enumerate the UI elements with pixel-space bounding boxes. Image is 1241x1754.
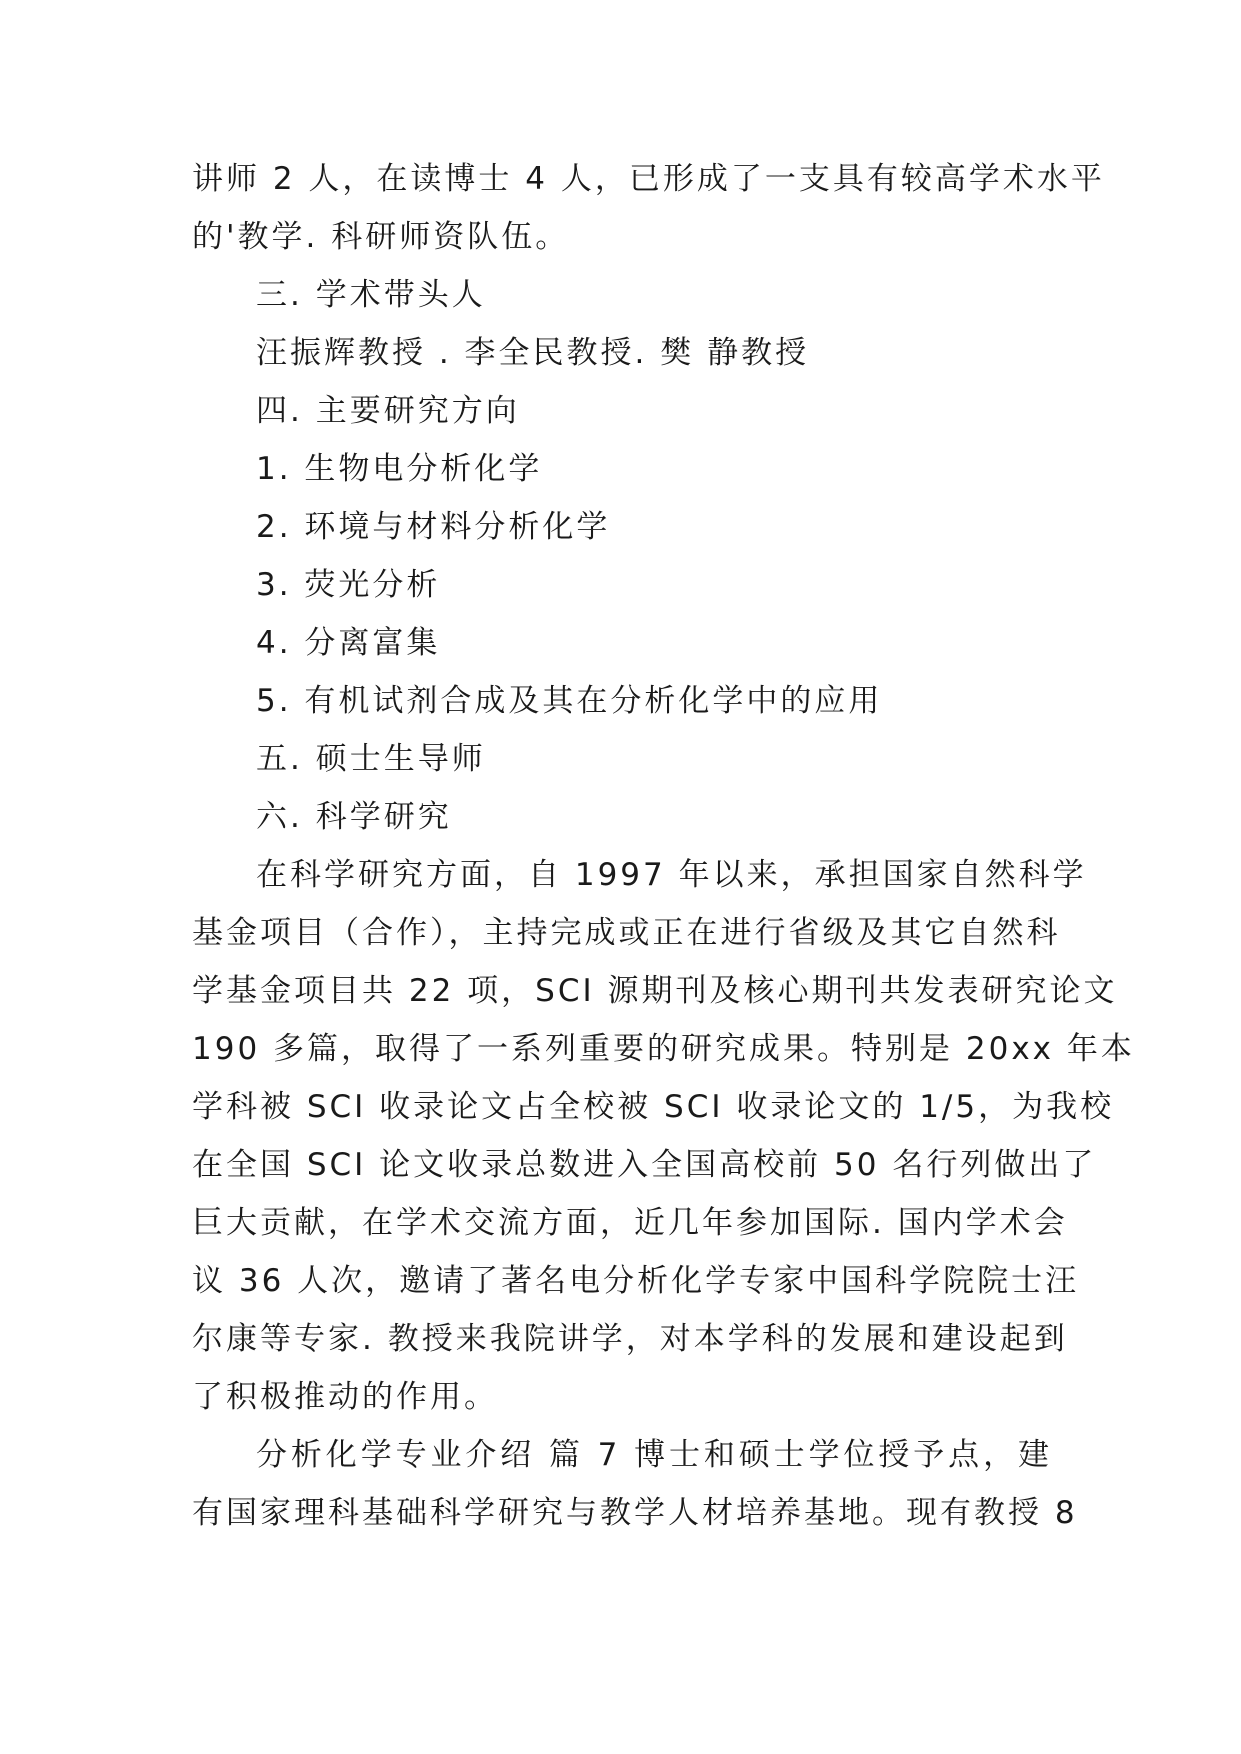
- research-paragraph-line-3: 学基金项目共 22 项，SCI 源期刊及核心期刊共发表研究论文: [192, 973, 1118, 1009]
- research-paragraph-line-10: 了积极推动的作用。: [192, 1379, 498, 1415]
- intro-line-1: 讲师 2 人，在读博士 4 人，已形成了一支具有较高学术水平: [192, 161, 1105, 197]
- research-paragraph-line-2: 基金项目（合作），主持完成或正在进行省级及其它自然科: [192, 915, 1061, 951]
- research-paragraph-line-7: 巨大贡献，在学术交流方面，近几年参加国际. 国内学术会: [192, 1205, 1068, 1241]
- research-paragraph-line-5: 学科被 SCI 收录论文占全校被 SCI 收录论文的 1/5，为我校: [192, 1089, 1115, 1125]
- section-three-body: 汪振辉教授 . 李全民教授. 樊 静教授: [256, 335, 810, 371]
- document-body: [192, 150, 1135, 1542]
- research-paragraph-line-9: 尔康等专家. 教授来我院讲学，对本学科的发展和建设起到: [192, 1321, 1068, 1357]
- article-paragraph-line-1: 分析化学专业介绍 篇 7 博士和硕士学位授予点，建: [256, 1437, 1052, 1473]
- article-paragraph-line-2: 有国家理科基础科学研究与教学人材培养基地。现有教授 8: [192, 1495, 1078, 1531]
- research-paragraph-line-6: 在全国 SCI 论文收录总数进入全国高校前 50 名行列做出了: [192, 1147, 1097, 1183]
- section-six-heading: 六. 科学研究: [256, 799, 452, 835]
- intro-line-2: 的'教学. 科研师资队伍。: [192, 219, 570, 255]
- research-direction-5: 5. 有机试剂合成及其在分析化学中的应用: [256, 683, 883, 719]
- section-three-heading: 三. 学术带头人: [256, 277, 486, 313]
- section-four-heading: 四. 主要研究方向: [256, 393, 520, 429]
- research-paragraph-line-1: 在科学研究方面，自 1997 年以来，承担国家自然科学: [256, 857, 1087, 893]
- research-direction-3: 3. 荧光分析: [256, 567, 441, 603]
- research-paragraph-line-8: 议 36 人次，邀请了著名电分析化学专家中国科学院院士汪: [192, 1263, 1080, 1299]
- section-five-heading: 五. 硕士生导师: [256, 741, 486, 777]
- research-direction-1: 1. 生物电分析化学: [256, 451, 543, 487]
- research-direction-4: 4. 分离富集: [256, 625, 441, 661]
- research-paragraph-line-4: 190 多篇，取得了一系列重要的研究成果。特别是 20xx 年本: [192, 1031, 1135, 1067]
- research-direction-2: 2. 环境与材料分析化学: [256, 509, 611, 545]
